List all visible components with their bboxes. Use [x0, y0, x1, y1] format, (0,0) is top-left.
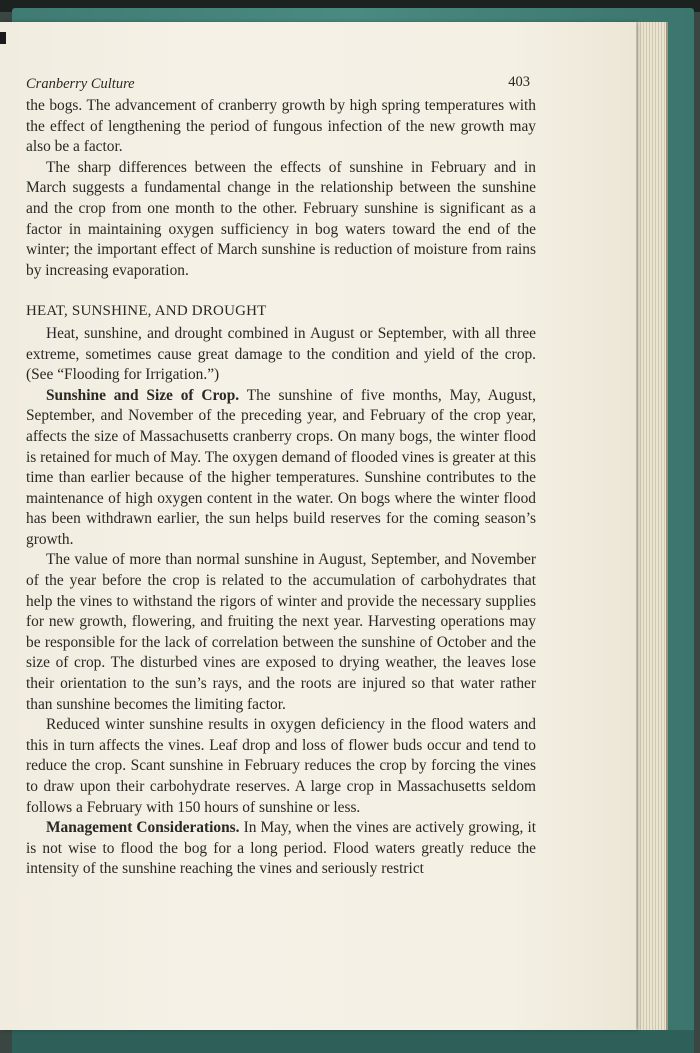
paragraph-1: the bogs. The advancement of cranberry growth by high spring temperatures with the effect of lengthening the period of fungous infection of the new growth may also be a factor. — [26, 97, 536, 156]
page-marker — [0, 32, 6, 44]
paragraph-2: The sharp differences between the effects of sunshine in February and in March suggests a fundamental change in the relationship between the sunshine and the crop from one month to the other. February sunshine is significant as a factor in maintaining oxygen sufficiency in bog waters toward the end of the winter; the important effect of March sunshine is reduction of moisture from rains by increasing evaporation. — [26, 158, 536, 279]
page-number: 403 — [508, 74, 530, 90]
paragraph-3: Heat, sunshine, and drought combined in August or September, with all three extreme, sometimes cause great damage to the condition and yield of the crop. (See “Flooding for Irrigation.”) — [26, 324, 536, 384]
page-edges — [632, 22, 668, 1030]
paragraph-4 — [26, 386, 536, 551]
page-text — [26, 72, 536, 880]
paragraph-6: Reduced winter sunshine results in oxygen deficiency in the flood waters and this in turn affects the vines. Leaf drop and loss of flower buds occur and tend to reduce the crop. Scant sunshine in February reduces the crop by forcing the vines to draw upon their carbohydrate reserves. A large crop in Massachusetts seldom follows a February with 150 hours of sunshine or less. — [26, 716, 536, 816]
running-head — [26, 72, 536, 94]
paragraph-7 — [26, 818, 536, 880]
paragraph-7-body: In May, when the vines are actively growing, it is not wise to flood the bog for a long period. Flood waters greatly reduce the intensity of the sunshine reaching the vines and seriously restrict — [26, 819, 536, 878]
section-heading: HEAT, SUNSHINE, AND DROUGHT — [26, 303, 267, 320]
run-in-heading-management: Management Considerations. — [46, 819, 240, 837]
paragraph-5: The value of more than normal sunshine in August, September, and November of the year before the crop is related to the accumulation of carbohydrates that help the vines to withstand the rigors of winter and provide the necessary supplies for new growth, flowering, and fruiting the next year. Harvesting operations may be responsible for the lack of correlation between the sunshine of October and the size of crop. The disturbed vines are exposed to drying weather, the leaves lose their orientation to the sun’s rays, and the roots are injured so that water rather than sunshine becomes the limiting factor. — [26, 551, 536, 713]
book-page — [0, 22, 636, 1030]
run-in-heading-sunshine: Sunshine and Size of Crop. — [46, 386, 240, 404]
book-cover-bottom — [12, 1030, 694, 1053]
paragraph-4-body: The sunshine of five months, May, August, September, and November of the preceding year, and February of the crop year, affects the size of Massachusetts cranberry crops. On many bogs, the winter flood is retained for much of May. The oxygen demand of flooded vines is greater at this time than earlier because of the higher temperatures. Sunshine contributes to the maintenance of high oxygen content in the water. On bogs where the winter flood has been withdrawn earlier, the sun helps build reserves for the coming season’s growth. — [26, 386, 536, 548]
running-head-title: Cranberry Culture — [26, 76, 135, 92]
